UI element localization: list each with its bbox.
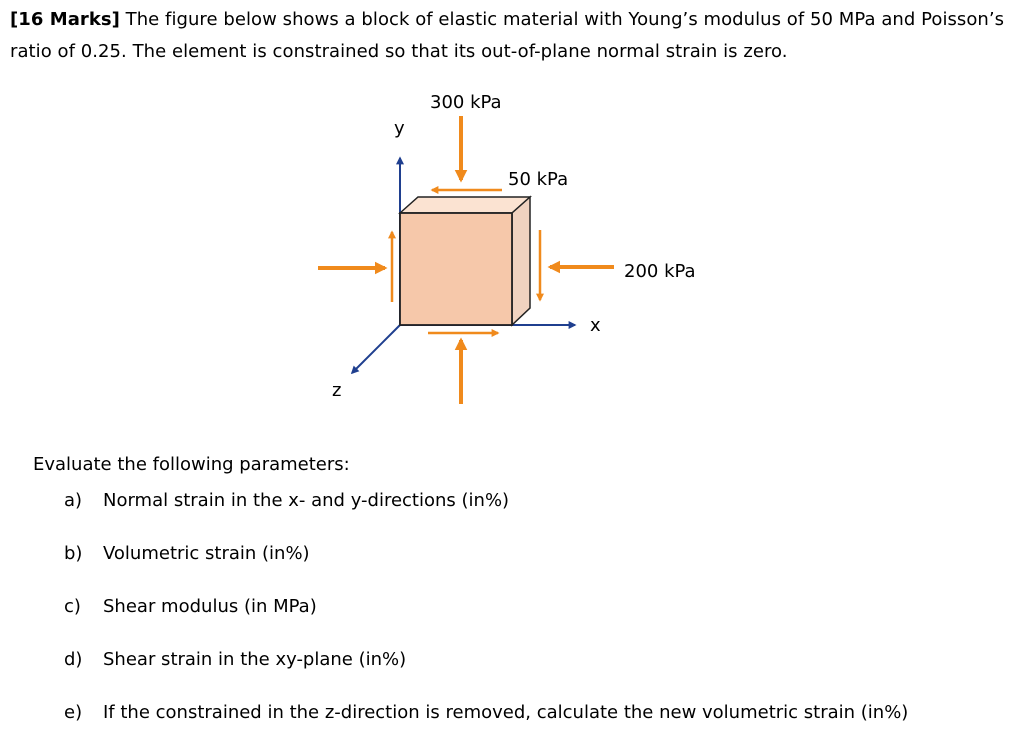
marks-label: [16 Marks] bbox=[10, 9, 120, 30]
question-item bbox=[64, 594, 317, 620]
question-item bbox=[64, 700, 908, 726]
block-top-face bbox=[400, 197, 530, 213]
problem-text: The figure below shows a block of elastic material with Young’s modulus of 50 MPa and Poisson’s ratio of 0.25. The element is constrained so that its out-of-plane normal strain is zero. bbox=[10, 9, 1005, 62]
question-label: e) bbox=[64, 702, 83, 723]
question-label: a) bbox=[64, 490, 83, 511]
z-axis bbox=[352, 325, 400, 373]
question-item bbox=[64, 488, 509, 514]
load-label-side: 200 kPa bbox=[624, 261, 696, 282]
question-text: If the constrained in the z-direction is removed, calculate the new volumetric strain (in%) bbox=[103, 702, 909, 723]
axis-label-y: y bbox=[394, 118, 405, 139]
question-text: Normal strain in the x- and y-directions (in%) bbox=[103, 490, 510, 511]
task-lead: Evaluate the following parameters: bbox=[33, 454, 350, 475]
question-text: Volumetric strain (in%) bbox=[103, 543, 310, 564]
axis-label-x: x bbox=[590, 315, 601, 336]
question-label: b) bbox=[64, 543, 83, 564]
load-label-top: 300 kPa bbox=[430, 92, 502, 113]
question-text: Shear modulus (in MPa) bbox=[103, 596, 317, 617]
block-side-face bbox=[512, 197, 530, 325]
axis-label-z: z bbox=[332, 380, 342, 401]
load-label-shear: 50 kPa bbox=[508, 169, 569, 190]
question-label: c) bbox=[64, 596, 81, 617]
question-item bbox=[64, 647, 406, 673]
question-text: Shear strain in the xy-plane (in%) bbox=[103, 649, 407, 670]
block-front-face bbox=[400, 213, 512, 325]
question-label: d) bbox=[64, 649, 83, 670]
question-item bbox=[64, 541, 310, 567]
